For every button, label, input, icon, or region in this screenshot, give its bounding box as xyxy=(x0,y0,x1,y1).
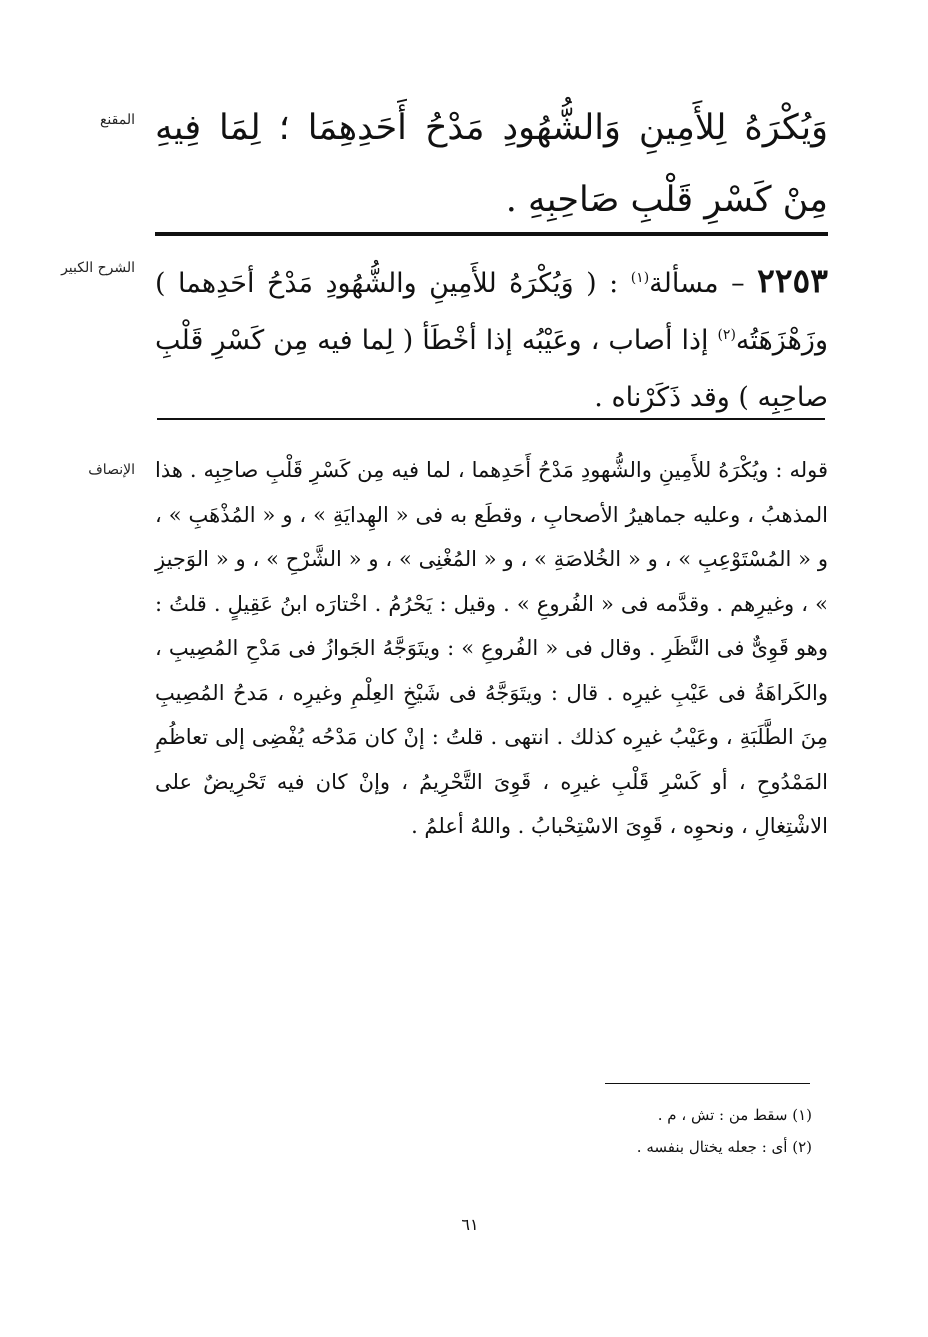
insaf-text: قوله : ويُكْرَهُ للأَمِينِ والشُّهودِ مَدْحُ أَحَدِهما ، لما فيه مِن كَسْرِ قَلْبِ صاحِبِه . هذا المذهبُ ، وعليه جماهيرُ الأصحابِ ، وقطَع به فى « الهِدايَةِ » ، و « المُذْهَبِ » ، و « المُسْتَوْعِبِ » ، و « الخُلاصَةِ » ، و « المُغْنِى » ، و « الشَّرْحِ » ، و « الوَجيزِ » ، وغيرِهم . وقدَّمه فى « الفُروعِ » . وقيل : يَحْرُمُ . اخْتارَه ابنُ عَقِيلٍ . قلتُ : وهو قَوِىٌّ فى النَّظَرِ . وقال فى « الفُروعِ » : ويتَوَجَّهُ الجَوازُ فى مَدْحِ المُصِيبِ ، والكَراهَةُ فى عَيْبِ غيرِه . قال : ويتَوَجَّهُ فى شَيْخِ العِلْمِ وغيرِه ، مَدحُ المُصِيبِ مِنَ الطَّلَبَةِ ، وعَيْبُ غيرِه كذلك . انتهى . قلتُ : إنْ كان مَدْحُه يُفْضِى إلى تعاظُمِ المَمْدُوحِ ، أو كَسْرِ قَلْبِ غيرِه ، قَوِىَ التَّحْرِيمُ ، وإنْ كان فيه تَحْرِيضٌ على الاشْتِغالِ ، ونحوِه ، قَوِىَ الاسْتِحْبابُ . واللهُ أعلمُ . xyxy=(155,458,828,838)
section-divider-thick xyxy=(155,232,828,236)
footnote-2: (٢) أى : جعله يختال بنفسه . xyxy=(636,1138,812,1156)
insaf-label: الإنصاف xyxy=(88,462,135,478)
footnote-divider xyxy=(605,1083,810,1084)
sharh-label: الشرح الكبير xyxy=(61,260,135,276)
footnote-ref-1: (١) xyxy=(630,270,650,286)
muqni-text: وَيُكْرَهُ لِلأَمِينِ وَالشُّهُودِ مَدْحُ أَحَدِهِمَا ؛ لِمَا فِيهِ مِنْ كَسْرِ قَلْبِ صَاحِبِهِ . xyxy=(155,108,828,220)
sharh-part-3: إذا أصاب ، وعَيْبُه إذا أخْطَأ ( لِما فيه مِن كَسْرِ قَلْبِ صاحِبِه ) وقد ذَكَرْناه . xyxy=(155,325,828,413)
page-number: ٦١ xyxy=(461,1215,479,1234)
sharh-part-1: – مسألة xyxy=(649,268,758,299)
muqni-label: المقنع xyxy=(99,112,135,128)
issue-number: ٢٢٥٣ xyxy=(757,261,828,300)
section-divider-thin xyxy=(157,418,825,420)
sharh-part-2: : ( وَيُكْرَهُ للأَمِينِ والشُّهُودِ مَدْحُ أحَدِهما ) وزَهْزَهَتُه xyxy=(155,268,828,356)
footnote-1: (١) سقط من : تش ، م . xyxy=(657,1106,812,1124)
sharh-text xyxy=(155,252,828,426)
footnote-ref-2: (٢) xyxy=(717,327,736,343)
